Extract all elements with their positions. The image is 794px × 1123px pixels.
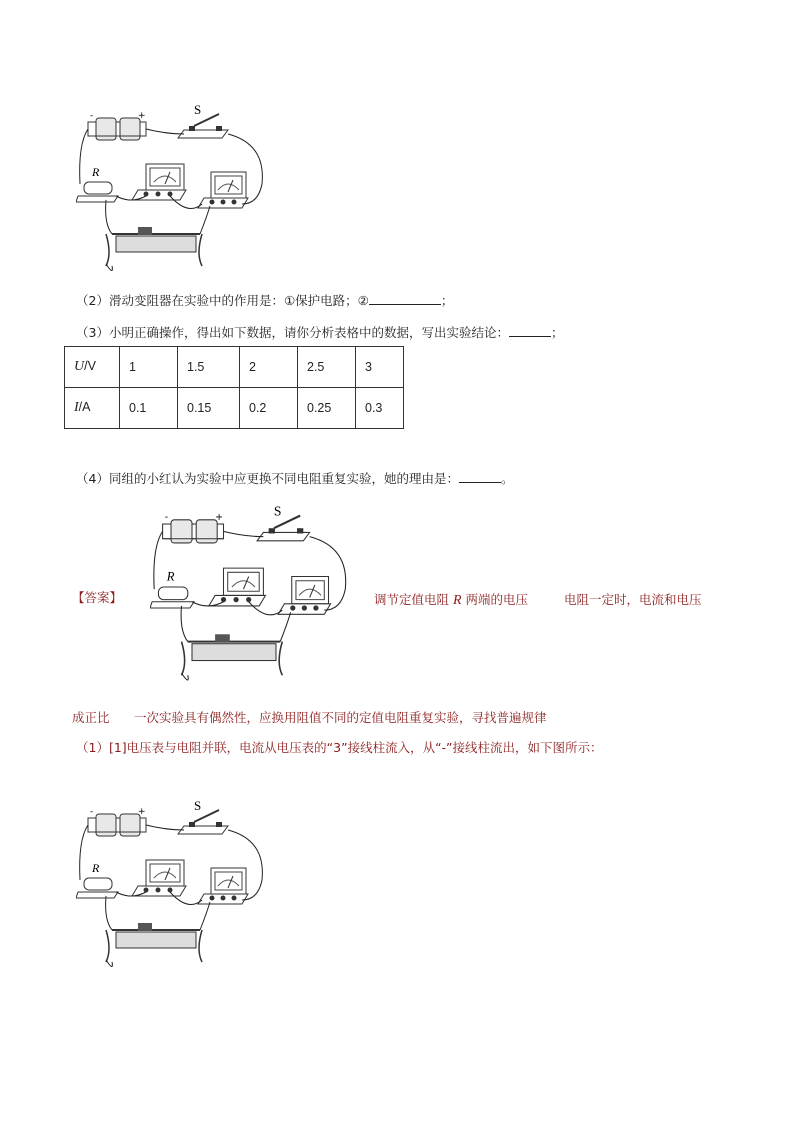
circuit-diagram-2 (150, 502, 360, 692)
circuit-switch-label: S (194, 104, 202, 117)
question-4-end: 。 (500, 471, 514, 486)
question-2-text: （2）滑动变阻器在实验中的作用是：①保护电路；② (76, 293, 369, 308)
circuit-resistor-label: R (92, 861, 100, 875)
answer-1: 调节定值电阻 R 两端的电压 (374, 592, 529, 608)
data-table (64, 346, 404, 429)
circuit-diagram-3 (76, 800, 276, 975)
battery-minus-label: - (90, 807, 94, 817)
table-cell: 1 (120, 347, 178, 388)
circuit-diagram-1 (76, 104, 276, 279)
question-3-end: ； (550, 325, 564, 340)
battery-plus-label: + (215, 511, 224, 523)
battery-plus-label: + (138, 807, 146, 817)
question-4-blank (459, 470, 501, 483)
table-row (65, 388, 404, 429)
question-3-text: （3）小明正确操作，得出如下数据，请你分析表格中的数据，写出实验结论： (76, 325, 509, 340)
answer-1-var: R (452, 593, 462, 608)
question-2-end: ； (440, 293, 454, 308)
answer-tag: 【答案】 (72, 590, 123, 605)
question-4-text: （4）同组的小红认为实验中应更换不同电阻重复实验，她的理由是： (76, 471, 459, 486)
table-cell: 3 (356, 347, 404, 388)
circuit-resistor-label: R (166, 569, 175, 584)
answer-2-end: 成正比 (72, 710, 110, 725)
circuit-switch-label: S (273, 503, 282, 519)
question-3-blank (509, 324, 551, 337)
table-cell: 2 (240, 347, 298, 388)
table-header-u: U/V (65, 347, 120, 388)
circuit-switch-label: S (194, 800, 202, 813)
question-4 (76, 470, 513, 487)
table-cell: 2.5 (298, 347, 356, 388)
table-cell: 0.3 (356, 388, 404, 429)
table-cell: 0.1 (120, 388, 178, 429)
table-row (65, 347, 404, 388)
answer-3: 一次实验具有偶然性，应换用阻值不同的定值电阻重复实验，寻找普遍规律 (134, 710, 547, 725)
question-2-blank (369, 292, 441, 305)
question-3 (76, 324, 563, 341)
question-2 (76, 292, 453, 309)
table-cell: 0.15 (178, 388, 240, 429)
circuit-resistor-label: R (92, 165, 100, 179)
battery-plus-label: + (138, 111, 146, 121)
table-cell: 1.5 (178, 347, 240, 388)
answer-2-start: 电阻一定时，电流和电压 (564, 592, 702, 607)
table-cell: 0.2 (240, 388, 298, 429)
battery-minus-label: - (164, 511, 169, 523)
explanation-1: （1）[1]电压表与电阻并联，电流从电压表的“3”接线柱流入，从“-”接线柱流出，如下图所示： (76, 740, 603, 755)
battery-minus-label: - (90, 111, 94, 121)
table-header-i: I/A (65, 388, 120, 429)
table-cell: 0.25 (298, 388, 356, 429)
